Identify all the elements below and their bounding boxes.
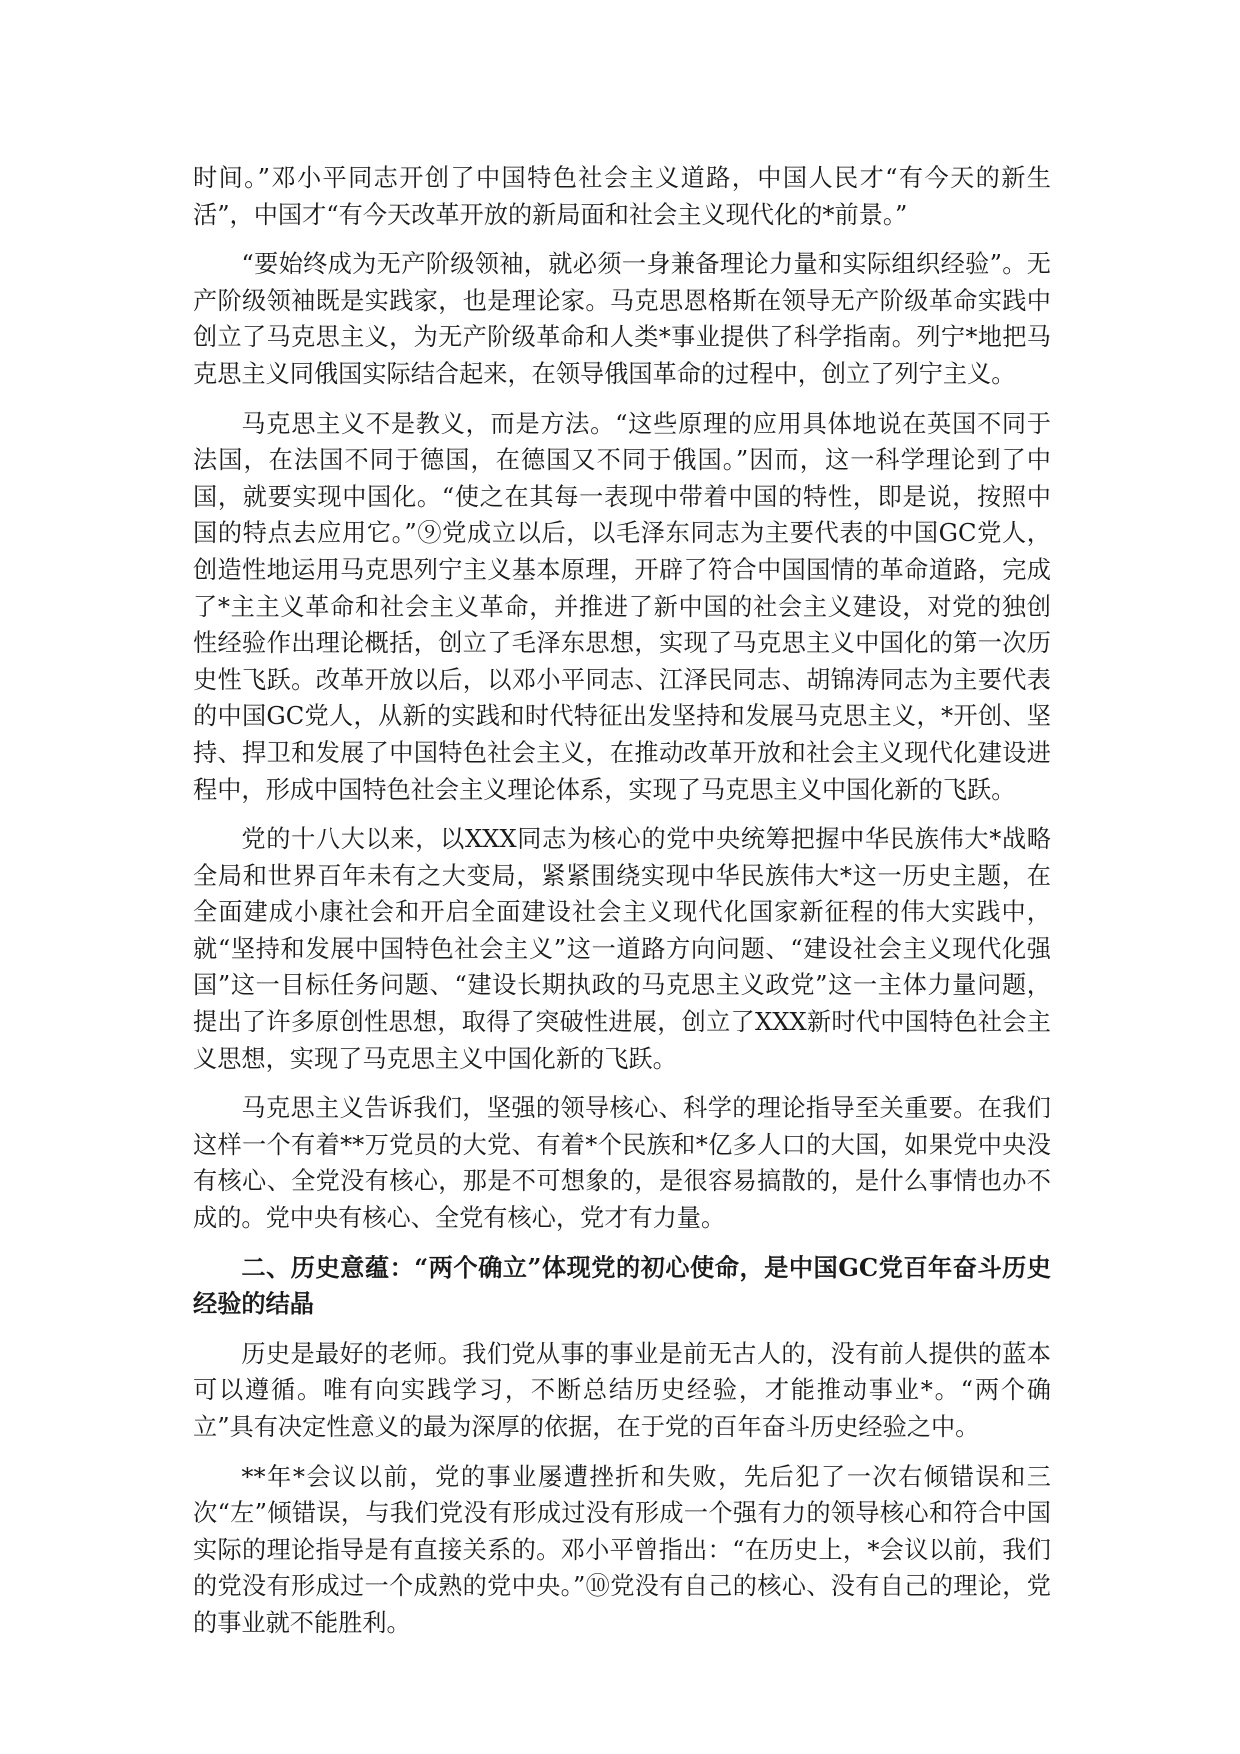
paragraph: 马克思主义不是教义，而是方法。“这些原理的应用具体地说在英国不同于法国，在法国不同于德国，在德国又不同于俄国。”因而，这一科学理论到了中国，就要实现中国化。“使之在其每一表现中带着中国的特性，即是说，按照中国的特点去应用它。”⑨党成立以后，以毛泽东同志为主要代表的中国GC党人，创造性地运用马克思列宁主义基本原理，开辟了符合中国国情的革命道路，完成了*主主义革命和社会主义革命，并推进了新中国的社会主义建设，对党的独创性经验作出理论概括，创立了毛泽东思想，实现了马克思主义中国化的第一次历史性飞跃。改革开放以后，以邓小平同志、江泽民同志、胡锦涛同志为主要代表的中国GC党人，从新的实践和时代特征出发坚持和发展马克思主义，*开创、坚持、捍卫和发展了中国特色社会主义，在推动改革开放和社会主义现代化建设进程中，形成中国特色社会主义理论体系，实现了马克思主义中国化新的飞跃。: [193, 409, 1051, 804]
paragraph: **年*会议以前，党的事业屡遭挫折和失败，先后犯了一次右倾错误和三次“左”倾错误，与我们党没有形成过没有形成一个强有力的领导核心和符合中国实际的理论指导是有直接关系的。邓小平曾指出：“在历史上，*会议以前，我们的党没有形成过一个成熟的党中央。”⑩党没有自己的核心、没有自己的理论，党的事业就不能胜利。: [193, 1462, 1051, 1637]
paragraph: 党的十八大以来，以XXX同志为核心的党中央统筹把握中华民族伟大*战略全局和世界百年未有之大变局，紧紧围绕实现中华民族伟大*这一历史主题，在全面建成小康社会和开启全面建设社会主义现代化国家新征程的伟大实践中，就“坚持和发展中国特色社会主义”这一道路方向问题、“建设社会主义现代化强国”这一目标任务问题、“建设长期执政的马克思主义政党”这一主体力量问题，提出了许多原创性思想，取得了突破性进展，创立了XXX新时代中国特色社会主义思想，实现了马克思主义中国化新的飞跃。: [193, 825, 1051, 1073]
paragraph: 马克思主义告诉我们，坚强的领导核心、科学的理论指导至关重要。在我们这样一个有着**万党员的大党、有着*个民族和*亿多人口的大国，如果党中央没有核心、全党没有核心，那是不可想象的，是很容易搞散的，是什么事情也办不成的。党中央有核心、全党有核心，党才有力量。: [193, 1094, 1051, 1233]
paragraph: 时间。”邓小平同志开创了中国特色社会主义道路，中国人民才“有今天的新生活”，中国才“有今天改革开放的新局面和社会主义现代化的*前景。”: [193, 164, 1051, 229]
document-page: [193, 160, 1051, 1655]
section-heading: 二、历史意蕴：“两个确立”体现党的初心使命，是中国GC党百年奋斗历史经验的结晶: [193, 1252, 1051, 1319]
paragraph: 历史是最好的老师。我们党从事的事业是前无古人的，没有前人提供的蓝本可以遵循。唯有向实践学习，不断总结历史经验，才能推动事业*。“两个确立”具有决定性意义的最为深厚的依据，在于党的百年奋斗历史经验之中。: [193, 1339, 1051, 1441]
paragraph: “要始终成为无产阶级领袖，就必须一身兼备理论力量和实际组织经验”。无产阶级领袖既是实践家，也是理论家。马克思恩格斯在领导无产阶级革命实践中创立了马克思主义，为无产阶级革命和人类*事业提供了科学指南。列宁*地把马克思主义同俄国实际结合起来，在领导俄国革命的过程中，创立了列宁主义。: [193, 250, 1051, 388]
